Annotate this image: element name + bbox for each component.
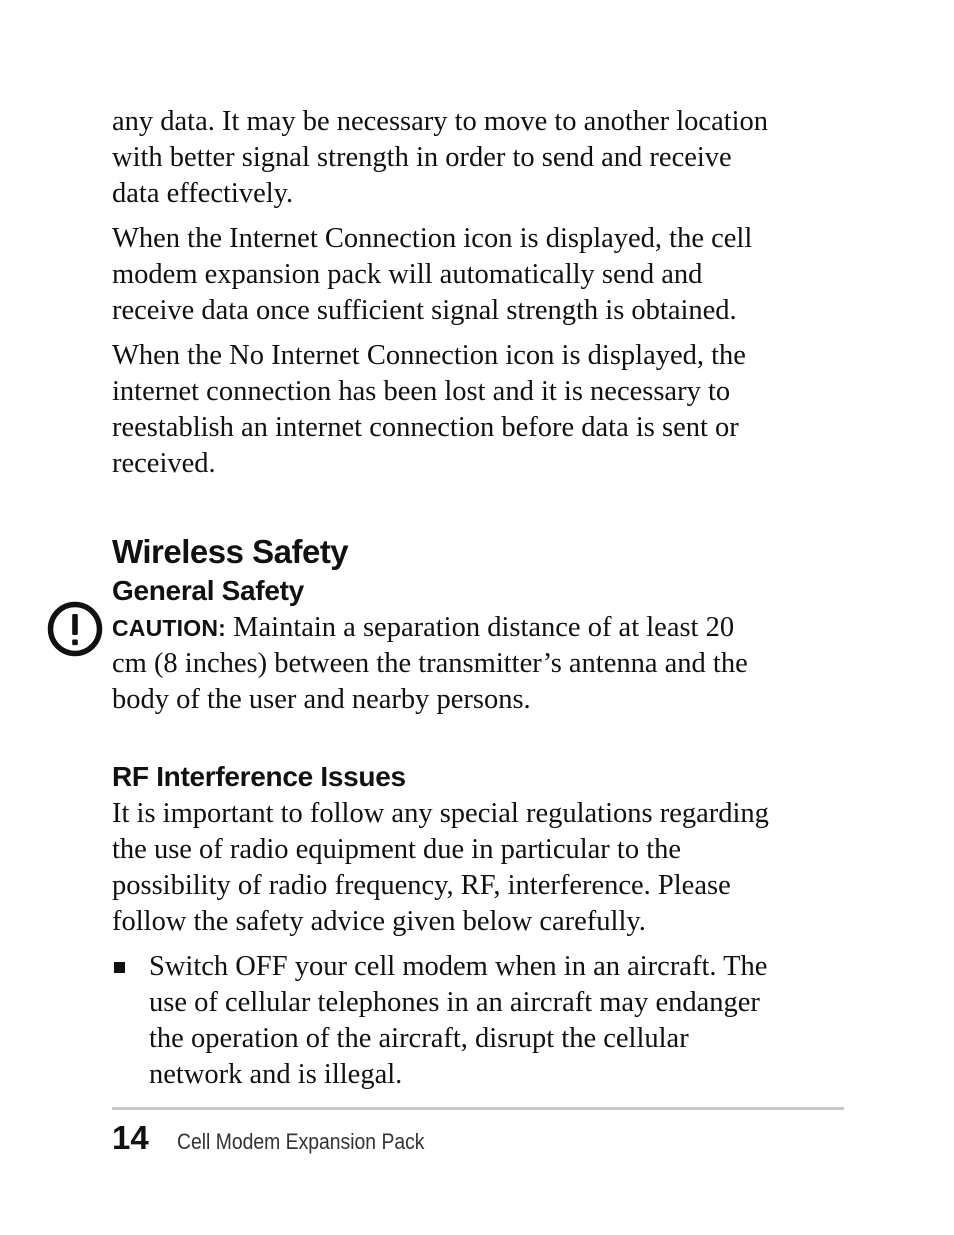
page-number: 14 [112, 1119, 149, 1156]
paragraph-rf-intro: It is important to follow any special regulations regarding the use of radio equipment due in particular to the possibility of radio frequency, RF, interference. Please follow the safety advice given below carefully. [112, 798, 769, 937]
subheading-rf-interference: RF Interference Issues [112, 761, 406, 792]
paragraph-data-effectively: any data. It may be necessary to move to another location with better signal strength in order to send and receive data effectively. [112, 106, 769, 209]
page-footer [112, 1118, 458, 1158]
page-content [112, 104, 847, 1102]
footer-document-title: Cell Modem Expansion Pack [176, 1129, 425, 1154]
footer-divider [112, 1107, 844, 1110]
list-item-text: Switch OFF your cell modem when in an aircraft. The use of cellular telephones in an aircraft may endanger the operation of the aircraft, disrupt the cellular network and is illegal. [149, 951, 768, 1090]
exclamation-circle-icon [47, 601, 103, 657]
list-item [112, 949, 847, 1093]
caution-paragraph [112, 610, 847, 718]
caution-label: CAUTION: [112, 615, 227, 641]
subheading-general-safety: General Safety [112, 575, 304, 606]
section-heading-wireless-safety: Wireless Safety [112, 533, 349, 570]
paragraph-internet-connection-icon: When the Internet Connection icon is displayed, the cell modem expansion pack will automatically send and receive data once sufficient signal strength is obtained. [112, 223, 753, 326]
paragraph-no-internet-connection-icon: When the No Internet Connection icon is displayed, the internet connection has been lost and it is necessary to reestablish an internet connection before data is sent or received. [112, 340, 746, 479]
caution-text: Maintain a separation distance of at least 20 cm (8 inches) between the transmitter’s antenna and the body of the user and nearby persons. [112, 612, 748, 715]
bullet-square-icon [114, 962, 125, 973]
